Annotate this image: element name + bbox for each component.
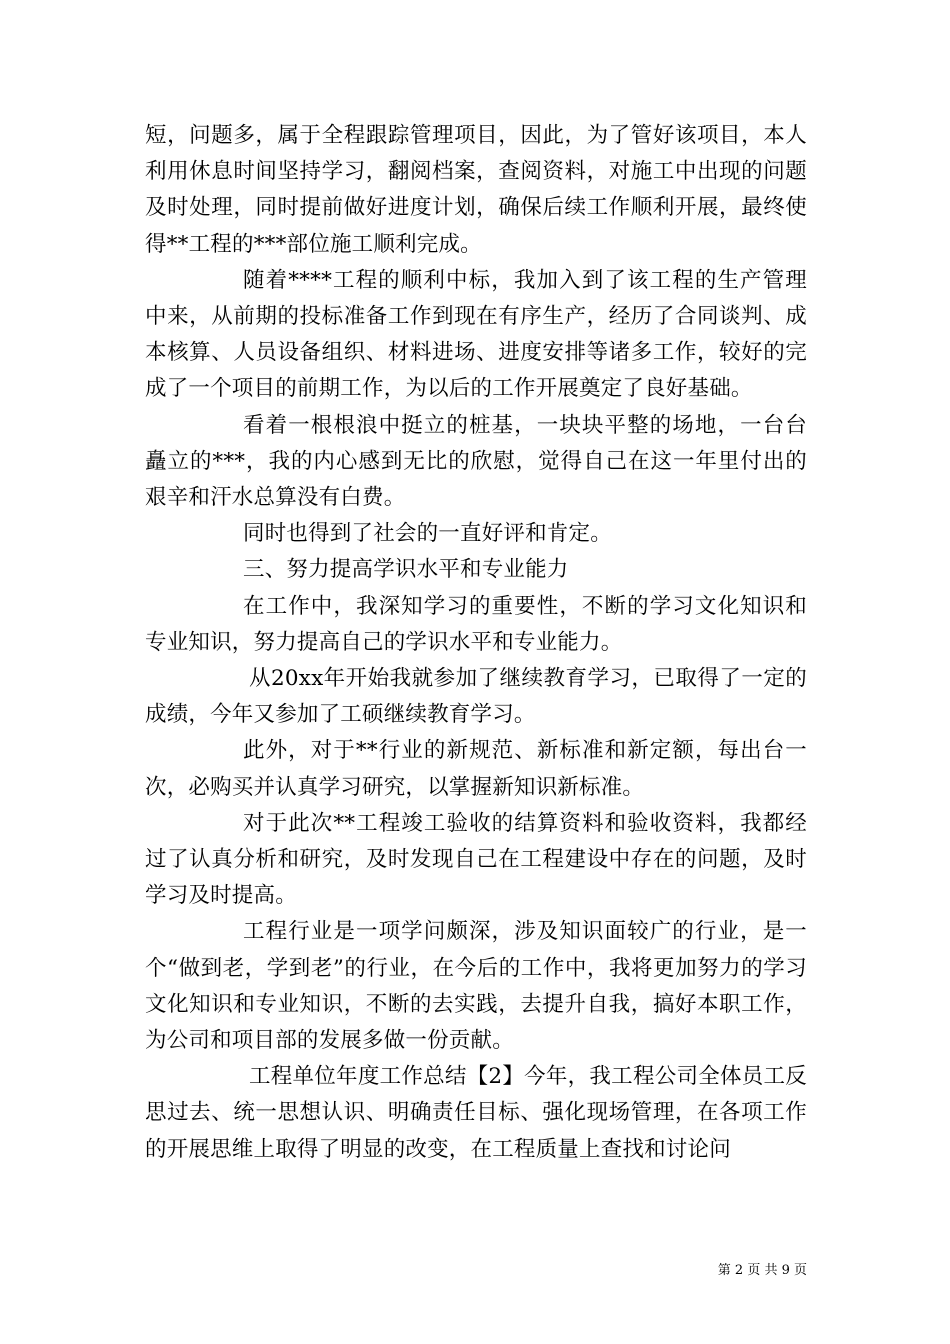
document-body xyxy=(145,118,807,1168)
paragraph-engineering-industry: 工程行业是一项学问颇深，涉及知识面较广的行业，是一个“做到老，学到老”的行业，在今后的工作中，我将更加努力的学习文化知识和专业知识，不断的去实践，去提升自我，搞好本职工作，为公司和项目部的发展多做一份贡献。 xyxy=(145,919,807,1054)
paragraph-pile-foundation: 看着一根根浪中挺立的桩基，一块块平整的场地，一台台矗立的***，我的内心感到无比的欣慰，觉得自己在这一年里付出的艰辛和汗水总算没有白费。 xyxy=(145,412,807,511)
paragraph-continuing-education: 从20xx年开始我就参加了继续教育学习，已取得了一定的成绩，今年又参加了工硕继续教育学习。 xyxy=(145,666,807,728)
paragraph-social-recognition: 同时也得到了社会的一直好评和肯定。 xyxy=(243,521,612,547)
paragraph-annual-summary-2: 工程单位年度工作总结【2】今年，我工程公司全体员工反思过去、统一思想认识、明确责任目标、强化现场管理，在各项工作的开展思维上取得了明显的改变，在工程质量上查找和讨论问 xyxy=(145,1064,807,1162)
paragraph-project-bid: 随着****工程的顺利中标，我加入到了该工程的生产管理中来，从前期的投标准备工作到现在有序生产，经历了合同谈判、成本核算、人员设备组织、材料进场、进度安排等诸多工作，较好的完成了一个项目的前期工作，为以后的工作开展奠定了良好基础。 xyxy=(145,267,807,402)
paragraph-continuation: 短，问题多，属于全程跟踪管理项目，因此，为了管好该项目，本人利用休息时间坚持学习，翻阅档案，查阅资料，对施工中出现的问题及时处理，同时提前做好进度计划，确保后续工作顺利开展，最终使得**工程的***部位施工顺利完成。 xyxy=(145,123,807,257)
page-number-footer: 第 2 页 共 9 页 xyxy=(717,1263,807,1278)
paragraph-learning-importance: 在工作中，我深知学习的重要性，不断的学习文化知识和专业知识，努力提高自己的学识水平和专业能力。 xyxy=(145,593,807,655)
paragraph-new-standards: 此外，对于**行业的新规范、新标准和新定额，每出台一次，必购买并认真学习研究，以掌握新知识新标准。 xyxy=(145,738,807,800)
paragraph-acceptance-materials: 对于此次**工程竣工验收的结算资料和验收资料，我都经过了认真分析和研究，及时发现自己在工程建设中存在的问题，及时学习及时提高。 xyxy=(145,810,807,909)
section-heading-3: 三、努力提高学识水平和专业能力 xyxy=(243,557,569,583)
